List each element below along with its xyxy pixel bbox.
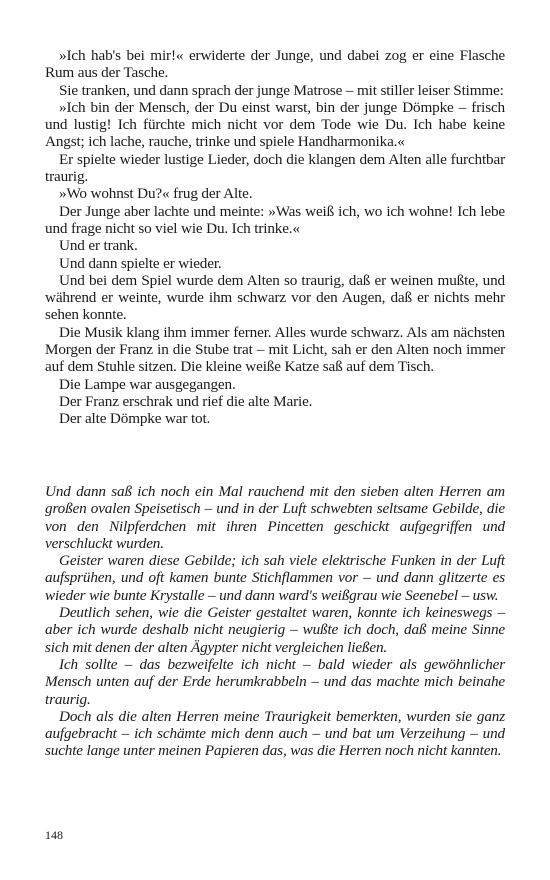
- story-paragraph: Und er trank.: [59, 237, 138, 255]
- story-paragraph: Der Franz erschrak und rief die alte Marie.: [59, 392, 313, 410]
- story-paragraph: Und bei dem Spiel wurde dem Alten so traurig, daß er weinen mußte, und während er weinte, wurde ihm schwarz vor den Augen, daß er nichts mehr sehen konnte.: [45, 271, 505, 324]
- story-paragraph: Und dann spielte er wieder.: [59, 254, 222, 272]
- story-paragraph: Er spielte wieder lustige Lieder, doch die klangen dem Alten alle furchtbar traurig.: [45, 150, 505, 186]
- frame-paragraph: Deutlich sehen, wie die Geister gestaltet waren, konnte ich keineswegs – aber ich wurde deshalb nicht neugierig – wußte ich doch, daß meine Sinne sich mit denen der alten Ägypter nicht vergleichen ließen.: [45, 604, 505, 656]
- page-number: 148: [45, 828, 63, 842]
- frame-paragraph: Geister waren diese Gebilde; ich sah viele elektrische Funken in der Luft aufsprühen, und oft kamen bunte Stichflammen vor – und dann glitzerte es wieder wie bunte Krystalle – und dann ward's weißgrau wie Seenebel – usw.: [45, 552, 505, 604]
- story-paragraph: Der alte Dömpke war tot.: [59, 410, 211, 428]
- story-paragraph: Die Musik klang ihm immer ferner. Alles wurde schwarz. Als am nächsten Morgen der Franz in die Stube trat – mit Licht, sah er den Alten noch immer auf dem Stuhle sitzen. Die kleine weiße Katze saß auf dem Tisch.: [45, 323, 505, 376]
- story-paragraph: »Wo wohnst Du?« frug der Alte.: [59, 185, 253, 203]
- frame-paragraph: Doch als die alten Herren meine Traurigkeit bemerkten, wurden sie ganz aufgebracht – ich schämte mich denn auch – und bat um Verzeihung – und suchte lange unter meinen Papieren das, was die Herren noch nicht kannten.: [45, 707, 505, 760]
- frame-paragraph: Ich sollte – das bezweifelte ich nicht – bald wieder als gewöhnlicher Mensch unten auf der Erde herumkrabbeln – und das machte mich beinahe traurig.: [45, 655, 505, 708]
- frame-paragraph: Und dann saß ich noch ein Mal rauchend mit den sieben alten Herren am großen ovalen Speisetisch – und in der Luft schwebten seltsame Gebilde, die von den Nilpferdchen mit ihren Pincetten geschickt aufgegriffen und verschluckt wurden.: [45, 483, 505, 552]
- frame-narrative-block: [45, 483, 505, 760]
- story-paragraph: Die Lampe war ausgegangen.: [59, 375, 236, 393]
- story-paragraph: »Ich hab's bei mir!« erwiderte der Junge, und dabei zog er eine Flasche Rum aus der Tasche.: [45, 47, 505, 82]
- story-text-block: [45, 47, 505, 428]
- story-paragraph: Der Junge aber lachte und meinte: »Was weiß ich, wo ich wohne! Ich lebe und frage nicht so viel wie Du. Ich trinke.«: [45, 202, 505, 237]
- story-paragraph: »Ich bin der Mensch, der Du einst warst, bin der junge Dömpke – frisch und lustig! Ich fürchte mich nicht vor dem Tode wie Du. Ich habe keine Angst; ich lache, rauche, trinke und spiele Handharmonika.«: [45, 98, 505, 151]
- story-paragraph: Sie tranken, und dann sprach der junge Matrose – mit stiller leiser Stimme:: [59, 81, 504, 99]
